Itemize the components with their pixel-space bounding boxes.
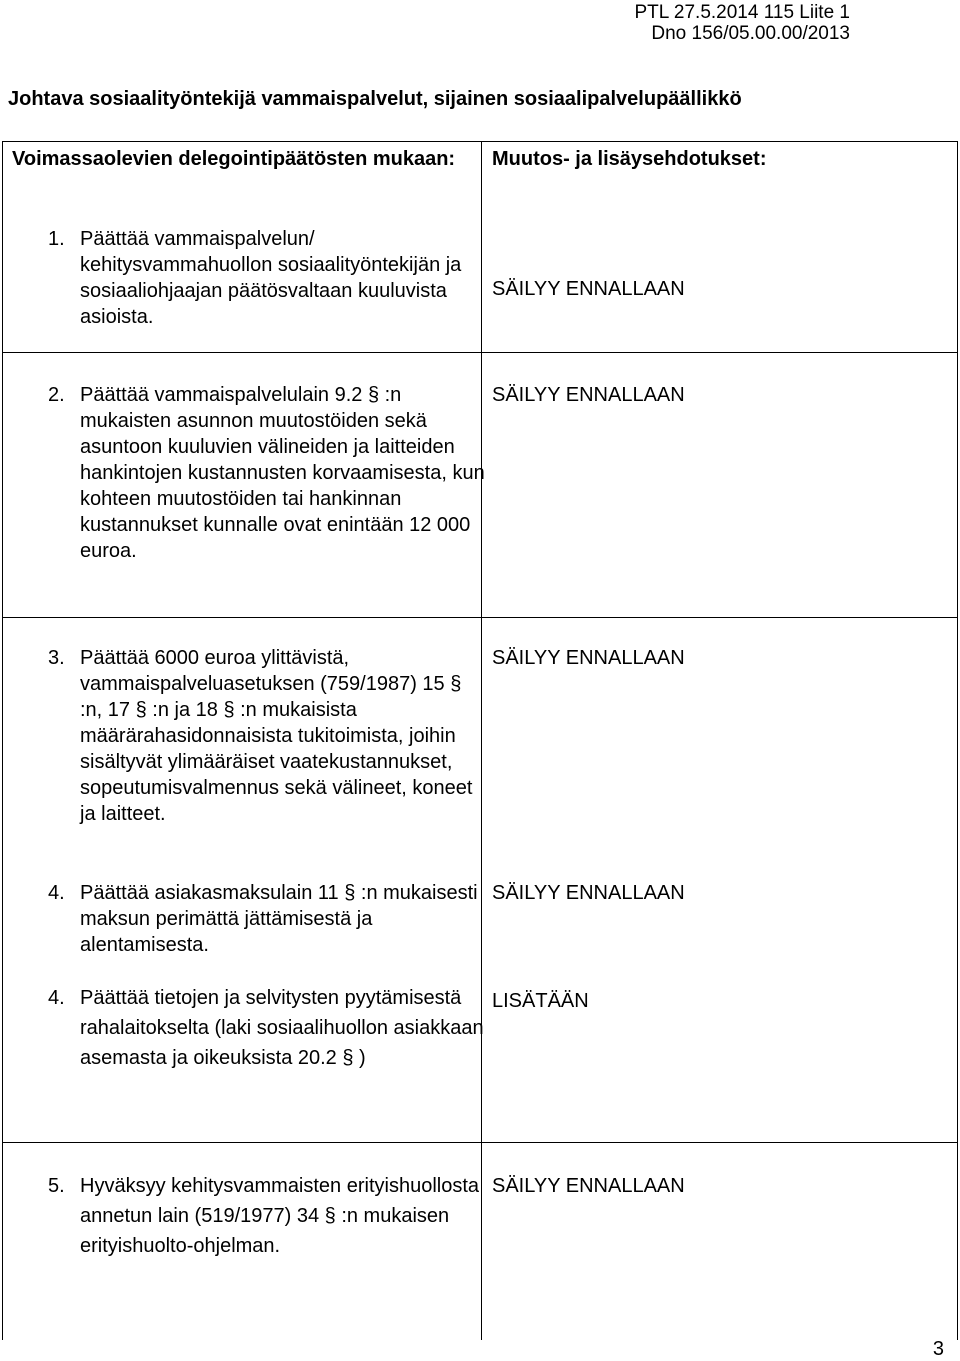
item-number: 5. [48, 1175, 65, 1197]
document-reference-line-2: Dno 156/05.00.00/2013 [651, 23, 850, 44]
page-title: Johtava sosiaalityöntekijä vammaispalvelut, sijainen sosiaalipalvelupäällikkö [8, 88, 742, 110]
row-divider-3 [2, 1142, 957, 1143]
delegation-item-3 [48, 645, 488, 827]
item-number: 1. [48, 228, 65, 250]
delegation-item-1 [48, 226, 488, 330]
document-reference-line-1: PTL 27.5.2014 115 Liite 1 [634, 2, 850, 23]
item-number: 4. [48, 987, 65, 1009]
item-number: 3. [48, 647, 65, 669]
item-4-added-status: LISÄTÄÄN [492, 990, 589, 1012]
table-right-border [957, 141, 958, 1340]
item-text: Päättää tietojen ja selvitysten pyytämisestä rahalaitokselta (laki sosiaalihuollon asiakkaan asemasta ja oikeuksista 20.2 § ) [80, 987, 484, 1069]
item-text: Päättää asiakasmaksulain 11 § :n mukaisesti maksun perimättä jättämisestä ja alentamisesta. [80, 882, 478, 956]
item-text: Päättää vammaispalvelun/ kehitysvammahuollon sosiaalityöntekijän ja sosiaaliohjaajan päätösvaltaan kuuluvista asioista. [80, 228, 462, 328]
table-top-border [2, 141, 957, 142]
page-number: 3 [932, 1338, 944, 1360]
item-1-status: SÄILYY ENNALLAAN [492, 278, 685, 300]
row-divider-2 [2, 617, 957, 618]
table-left-border [2, 141, 3, 1340]
item-2-status: SÄILYY ENNALLAAN [492, 384, 685, 406]
item-text: Hyväksyy kehitysvammaisten erityishuollosta annetun lain (519/1977) 34 § :n mukaisen erityishuolto-ohjelman. [80, 1175, 480, 1257]
left-column-heading: Voimassaolevien delegointipäätösten mukaan: [12, 148, 456, 170]
right-column-heading: Muutos- ja lisäysehdotukset: [492, 148, 767, 170]
item-4-status: SÄILYY ENNALLAAN [492, 882, 685, 904]
delegation-item-2 [48, 382, 488, 564]
row-divider-1 [2, 352, 957, 353]
delegation-item-5 [48, 1171, 488, 1261]
item-number: 4. [48, 882, 65, 904]
delegation-item-4-added [48, 983, 488, 1073]
item-5-status: SÄILYY ENNALLAAN [492, 1175, 685, 1197]
item-3-status: SÄILYY ENNALLAAN [492, 647, 685, 669]
delegation-item-4 [48, 880, 488, 958]
item-text: Päättää vammaispalvelulain 9.2 § :n mukaisten asunnon muutostöiden sekä asuntoon kuuluvien välineiden ja laitteiden hankintojen kustannusten korvaamisesta, kun kohteen muutostöiden tai hankinnan kustannukset kunnalle ovat enintään 12 000 euroa. [80, 384, 485, 562]
item-text: Päättää 6000 euroa ylittävistä, vammaispalveluasetuksen (759/1987) 15 § :n, 17 § :n ja 18 § :n mukaisista määrärahasidonnaisista tukitoimista, joihin sisältyvät ylimääräiset vaatekustannukset, sopeutumisvalmennus sekä välineet, koneet ja laitteet. [80, 647, 473, 825]
item-number: 2. [48, 384, 65, 406]
